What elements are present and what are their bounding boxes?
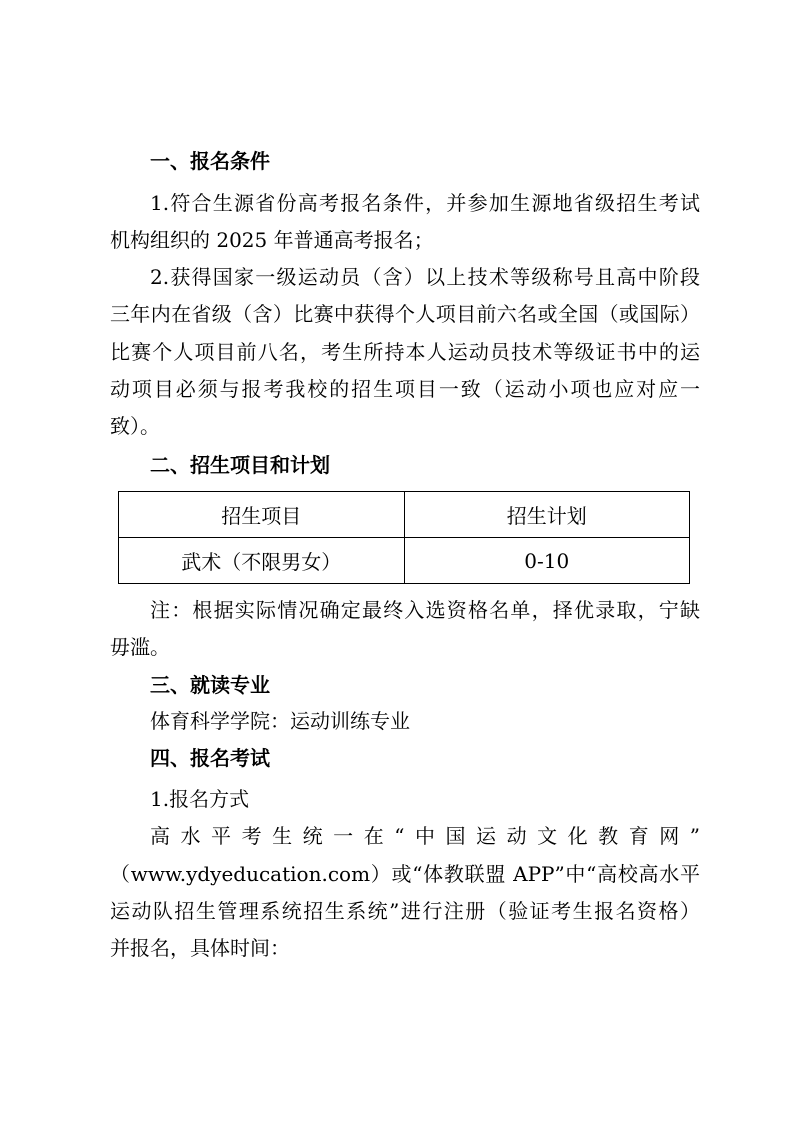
registration-para-line-1: 高水平考生统一在“中国运动文化教育网” [150,824,700,848]
subheading-registration-method: 1.报名方式 [150,787,250,811]
registration-para-line-2: （www.ydyeducation.com）或“体教联盟 APP”中“高校高水平 [110,862,700,886]
table-header-row [119,492,690,538]
table-cell-project: 武术（不限男女） [119,538,405,584]
condition-2-line-2: 三年内在省级（含）比赛中获得个人项目前六名或全国（或国际） [110,302,700,326]
section-heading-enrollment-plan: 二、招生项目和计划 [150,453,330,477]
registration-para-line-3: 运动队招生管理系统招生系统”进行注册（验证考生报名资格） [110,899,700,923]
table-header-cell: 招生计划 [404,492,690,538]
condition-2-line-4: 动项目必须与报考我校的招生项目一致（运动小项也应对应一 [110,377,700,401]
section-heading-major: 三、就读专业 [150,673,270,697]
table-cell-plan: 0-10 [404,538,690,584]
note-line-1: 注：根据实际情况确定最终入选资格名单，择优录取，宁缺 [150,598,700,622]
condition-2-line-3: 比赛个人项目前八名，考生所持本人运动员技术等级证书中的运 [110,340,700,364]
table-row [119,538,690,584]
condition-2-line-1: 2.获得国家一级运动员（含）以上技术等级称号且高中阶段 [150,265,700,289]
section-heading-registration-exam: 四、报名考试 [150,746,270,770]
section-heading-registration-conditions: 一、报名条件 [150,149,270,173]
note-line-2: 毋滥。 [110,635,170,659]
enrollment-plan-table [118,491,690,584]
registration-para-line-4: 并报名，具体时间： [110,936,290,960]
condition-1-line-1: 1.符合生源省份高考报名条件，并参加生源地省级招生考试 [150,191,700,215]
table-header-cell: 招生项目 [119,492,405,538]
condition-2-line-5: 致）。 [110,414,160,438]
major-text: 体育科学学院：运动训练专业 [150,709,410,733]
condition-1-line-2: 机构组织的 2025 年普通高考报名； [110,228,434,252]
